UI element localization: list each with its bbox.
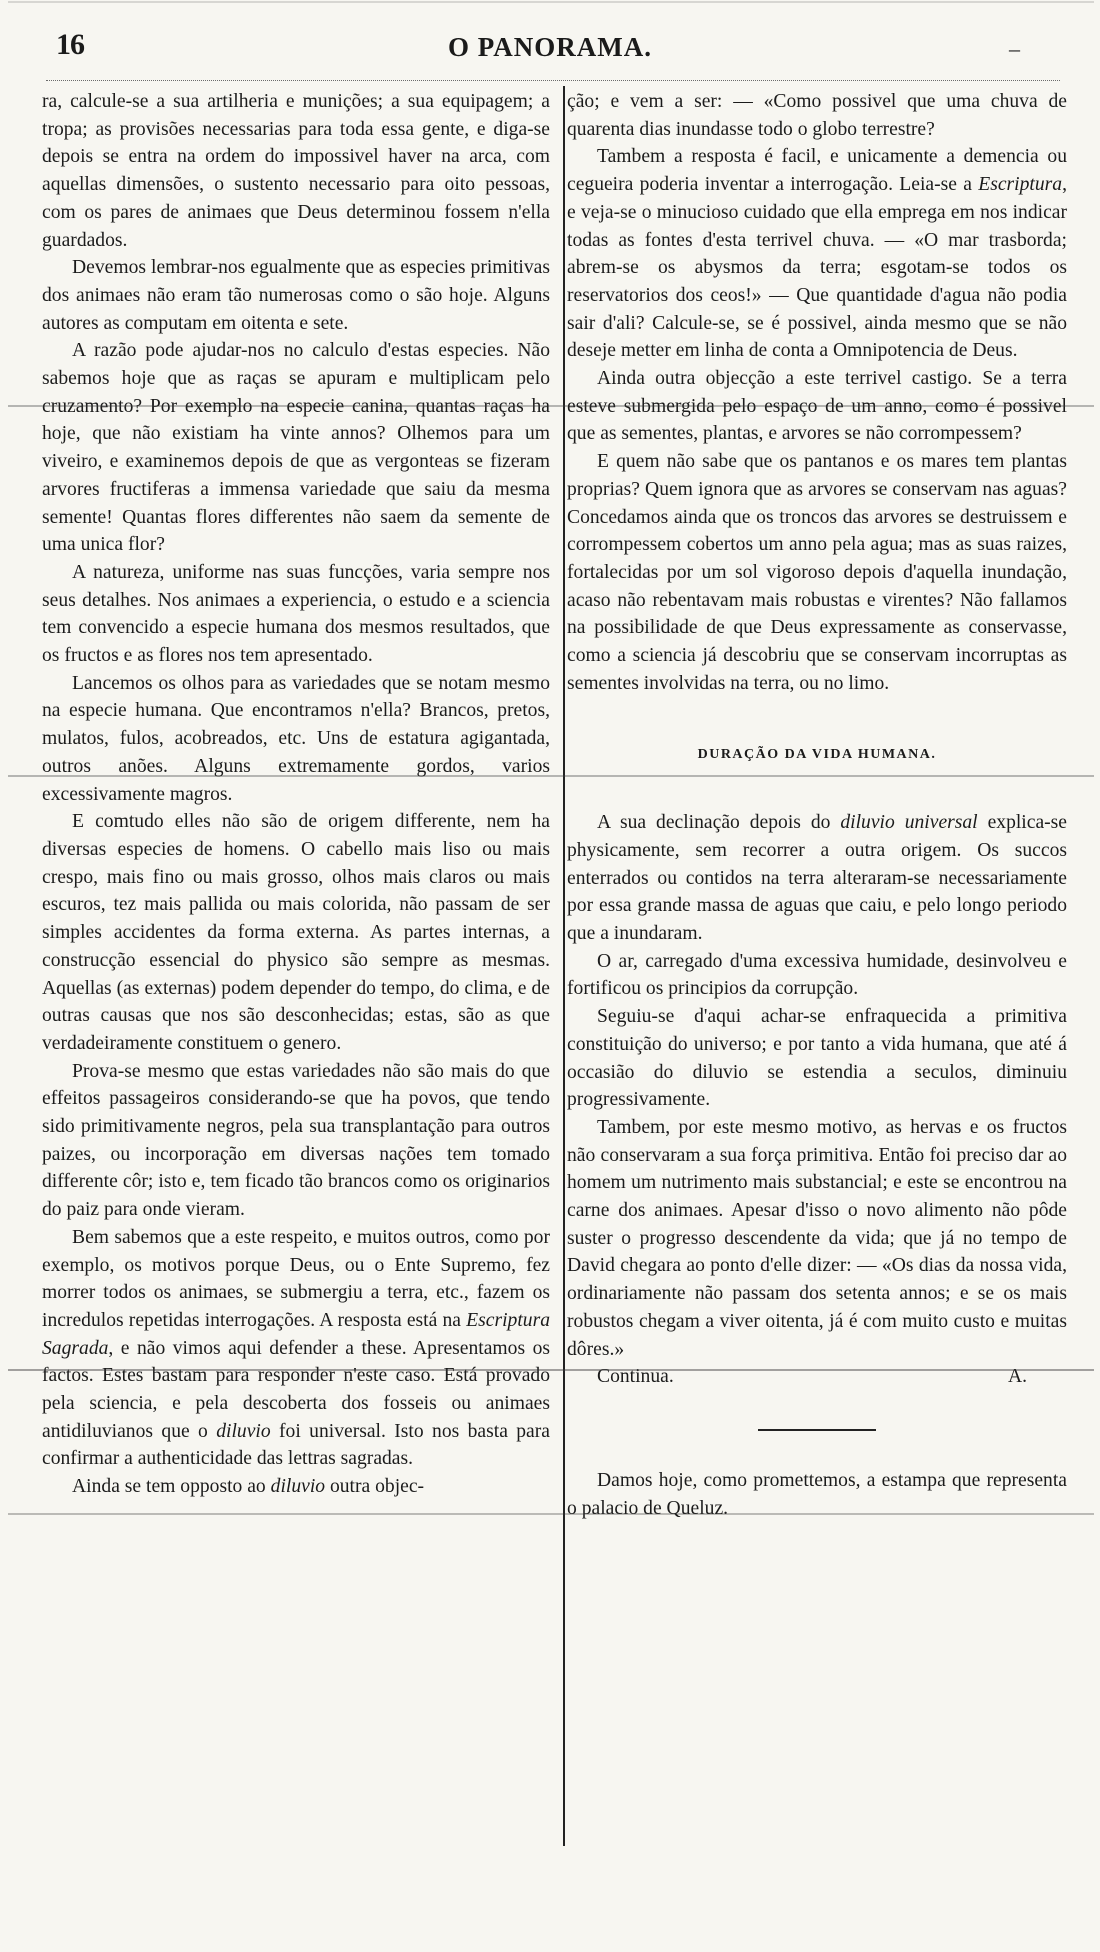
right-paragraph-4: E quem não sabe que os pantanos e os mares tem plantas proprias? Quem ignora que as arvores se conservam nas aguas? Concedamos ainda que os troncos das arvores se destruissem e corrompessem cobertos um anno pela agua; mas as suas raizes, fortalecidas por um sol vigoroso depois d'aquella inundação, acaso não rebentavam mais robustas e virentes? Não fallamos na possibilidade de que Deus expressamente as conservasse, como a sciencia já descobriu que se conservam incorruptas as sementes involvidas na terra, ou no limo.: [567, 451, 1067, 694]
right-paragraph-2-tail: , e veja-se o minucioso cuidado que ella emprega em nos indicar todas as fontes d'esta terrivel chuva. — «O mar trasborda; abrem-se os abysmos da terra; esgotam-se todos os reservatorios dos ceos!» — Que quantidade d'agua não podia sair d'ali? Calcule-se, se é possivel, ainda mesmo que se não deseje metter em linha de conta a Omnipotencia de Deus.: [567, 174, 1067, 362]
left-paragraph-8-italic-2: diluvio: [216, 1420, 271, 1442]
separator-rule: [758, 1429, 876, 1431]
left-paragraph-9-tail: outra objec-: [325, 1476, 425, 1498]
right-paragraph-5: [567, 809, 1067, 948]
left-paragraph-8: [42, 1224, 550, 1473]
page-header: [40, 18, 1060, 78]
right-paragraph-2-text: Tambem a resposta é facil, e unicamente a demencia ou cegueira poderia inventar a interrogação. Leia-se a: [567, 146, 1067, 196]
left-paragraph-1: ra, calcule-se a sua artilheria e munições; a sua equipagem; a tropa; as provisões necessarias para toda essa gente, e diga-se depois se entra na ordem do impossivel haver na arca, com aquellas dimensões, o sustento necessario para oito pessoas, com os pares de animaes que Deus determinou fossem n'ella guardados.: [42, 91, 550, 251]
right-paragraph-2-italic: Escriptura: [978, 174, 1063, 196]
right-paragraph-7: Seguiu-se d'aqui achar-se enfraquecida a primitiva constituição do universo; e por tanto a vida humana, que até á occasião do diluvio se estendia a seculos, diminuiu progressivamente.: [567, 1006, 1067, 1111]
left-paragraph-5: Lancemos os olhos para as variedades que se notam mesmo na especie humana. Que encontramos n'ella? Brancos, pretos, mulatos, fulos, acobreados, etc. Uns de estatura agigantada, outros anões. Alguns extremamente gordos, varios excessivamente magros.: [42, 672, 550, 805]
column-divider: [563, 86, 565, 1846]
left-paragraph-7: Prova-se mesmo que estas variedades não são mais do que effeitos passageiros considerando-se que ha povos, que tendo sido primitivamente negros, pela sua transplantação para outros paizes, ou incorporação em diversas nações tem tomado differente côr; isto e, tem ficado tão brancos como os originarios do paiz para onde vieram.: [42, 1060, 550, 1221]
section-heading: DURAÇÃO DA VIDA HUMANA.: [697, 747, 937, 763]
right-paragraph-5-text: A sua declinação depois do: [597, 812, 841, 834]
right-paragraph-3: Ainda outra objecção a este terrivel castigo. Se a terra esteve submergida pelo espaço de um anno, como é possivel que as sementes, plantas, e arvores se não corrompessem?: [567, 368, 1067, 445]
running-title: O PANORAMA.: [448, 32, 652, 62]
left-paragraph-3: A razão pode ajudar-nos no calculo d'estas especies. Não sabemos hoje que as raças se apuram e multiplicam pelo cruzamento? Por exemplo na especie canina, quantas raças ha hoje, que não existiam ha vinte annos? Olhemos para um viveiro, e examinemos depois de que as vergonteas se fizeram arvores fructiferas a immensa variedade que saiu da mesma semente! Quantas flores differentes não saem da semente de uma unica flor?: [42, 340, 550, 556]
left-paragraph-6: E comtudo elles não são de origem differente, nem ha diversas especies de homens. O cabello mais liso ou mais crespo, mais fino ou mais grosso, olhos mais claros ou mais escuros, tez mais pallida ou mais colorida, não passam de ser simples accidentes da forma externa. As partes internas, a construcção essencial do physico são sempre as mesmas. Aquellas (as externas) podem depender do tempo, do clima, e de outras causas que nos são desconhecidas; estas, são as que verdadeiramente constituem o genero.: [42, 811, 550, 1054]
header-dash-mark: –: [1009, 36, 1020, 61]
right-paragraph-5-italic: diluvio universal: [840, 812, 978, 834]
left-column: [42, 88, 550, 1501]
left-paragraph-4: A natureza, uniforme nas suas funcções, varia sempre nos seus detalhes. Nos animaes a experiencia, o estudo e a sciencia tem convencido a especie humana dos mesmos resultados, que os fructos e as flores nos tem apresentado.: [42, 561, 550, 667]
page-number: 16: [56, 28, 84, 61]
right-paragraph-6: O ar, carregado d'uma excessiva humidade, desinvolveu e fortificou os principios da corrupção.: [567, 950, 1067, 1000]
left-paragraph-8-text: Bem sabemos que a este respeito, e muitos outros, como por exemplo, os motivos porque Deus, ou o Ente Supremo, fez morrer todos os animaes, se submergiu a terra, etc., fazem os incredulos repetidas interrogações. A resposta está na: [42, 1226, 550, 1331]
right-paragraph-1: ção; e vem a ser: — «Como possivel que uma chuva de quarenta dias inundasse todo o globo terrestre?: [567, 91, 1067, 140]
author-signature: A.: [1007, 1366, 1027, 1388]
header-rule: [46, 80, 1060, 81]
continua-label: Continua.: [597, 1366, 674, 1388]
left-paragraph-8-tail-2: foi universal. Isto nos basta para confirmar a authenticidade das lettras sagradas.: [42, 1420, 550, 1470]
left-paragraph-9: [42, 1473, 550, 1501]
left-paragraph-9-text: Ainda se tem opposto ao: [72, 1476, 271, 1498]
right-paragraph-5-tail: explica-se physicamente, sem recorrer a outra origem. Os succos enterrados ou contidos na terra alteraram-se necessariamente por essa grande massa de aguas que caiu, e pelo longo periodo que a inundaram.: [567, 812, 1067, 944]
right-column: [567, 88, 1067, 1522]
left-paragraph-2: Devemos lembrar-nos egualmente que as especies primitivas dos animaes não eram tão numerosas como o são hoje. Alguns autores as computam em oitenta e sete.: [42, 257, 550, 334]
right-paragraph-2: [567, 143, 1067, 365]
left-paragraph-8-tail: , e não vimos aqui defender a these. Apresentamos os factos. Estes bastam para responder n'este caso. Está provado pela sciencia, e pela descoberta dos fosseis ou animaes antidiluvianos que o: [42, 1337, 550, 1442]
left-paragraph-8-italic: Escriptura Sagrada: [42, 1309, 550, 1359]
article-signoff: [567, 1363, 1067, 1391]
closing-note: Damos hoje, como promettemos, a estampa que representa o palacio de Queluz.: [567, 1469, 1067, 1519]
right-paragraph-8: Tambem, por este mesmo motivo, as hervas e os fructos não conservaram a sua força primitiva. Então foi preciso dar ao homem um nutrimento mais substancial; e este se encontrou na carne dos animaes. Apesar d'isso o novo alimento não pôde suster o progresso descendente da vida; que já no tempo de David chegara ao ponto d'elle dizer: — «Os dias da nossa vida, ordinariamente não passam dos setenta annos; e se os mais robustos chegam a viver oitenta, já é com muito custo e muitas dôres.»: [567, 1116, 1067, 1360]
left-paragraph-9-italic: diluvio: [270, 1476, 326, 1498]
